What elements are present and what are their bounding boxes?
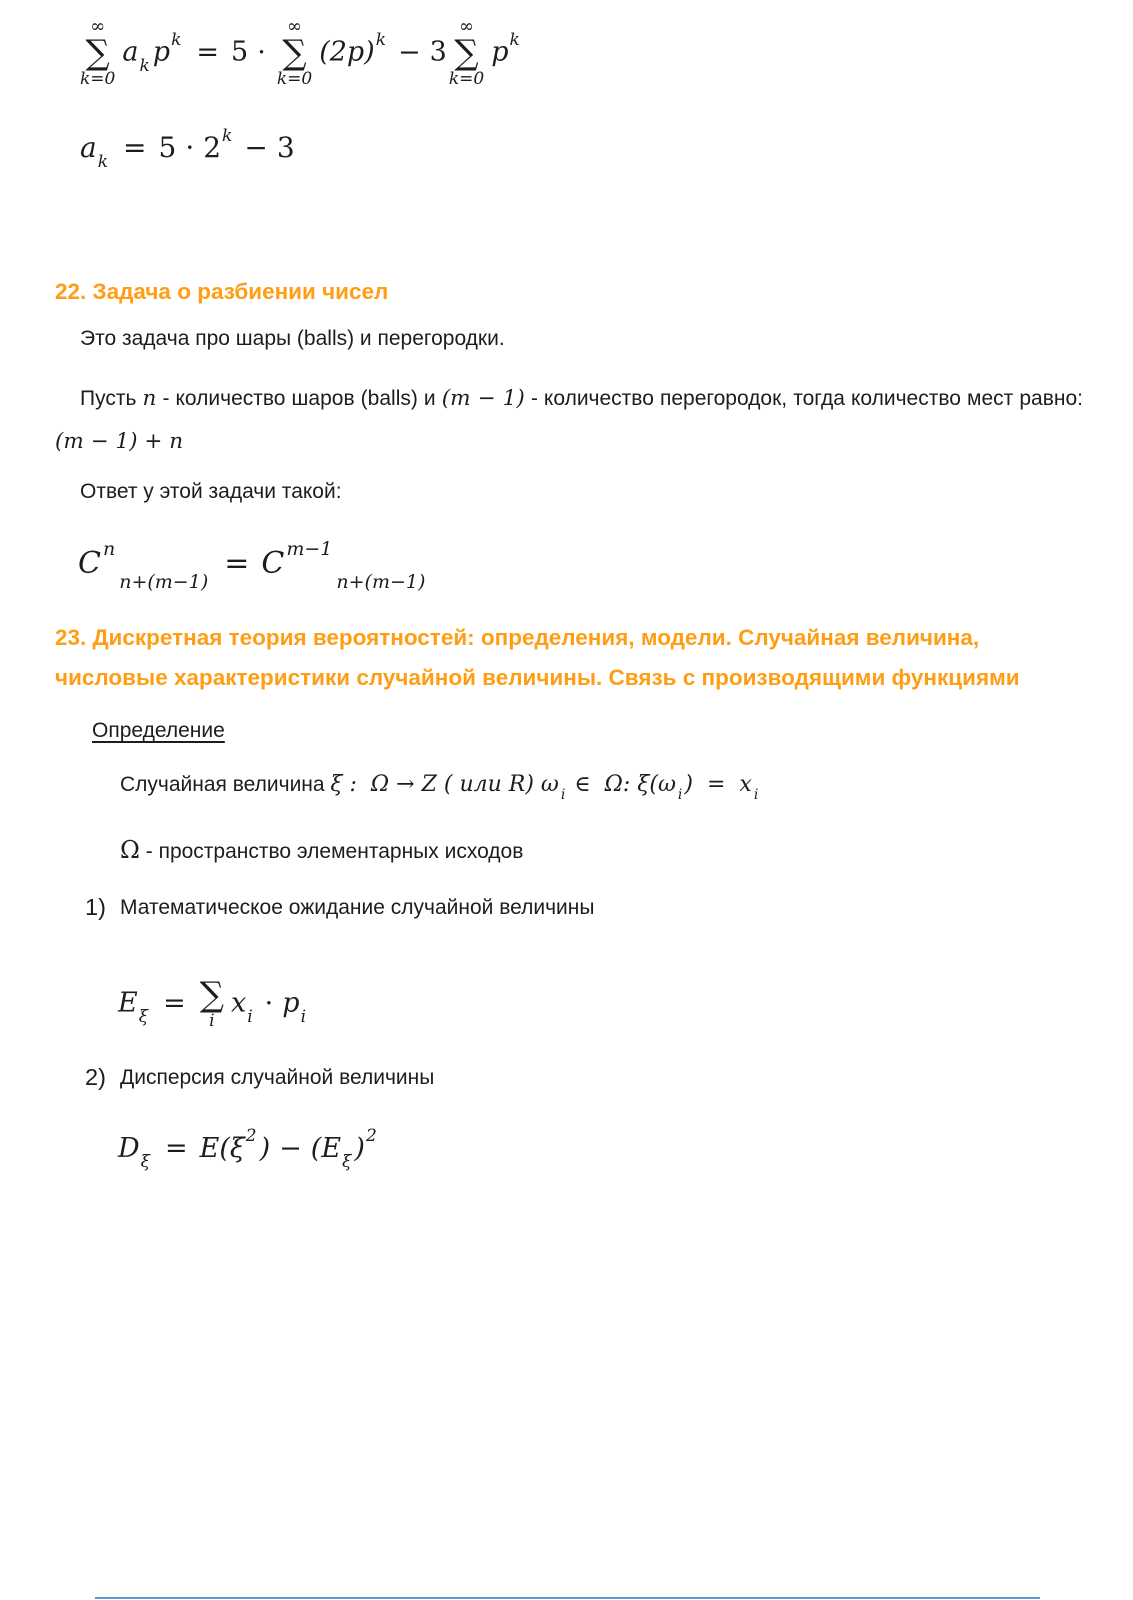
math-var-c: C <box>78 546 101 581</box>
infinity-limit: ∞ <box>459 16 475 37</box>
math-var-d: D <box>118 1133 140 1164</box>
formula-variance <box>118 1128 380 1171</box>
infinity-limit: ∞ <box>287 16 302 37</box>
text-segment: - количество перегородок, тогда количество мест равно: <box>524 387 1083 410</box>
math-number: 5 <box>231 36 249 68</box>
math-superscript: m−1 <box>286 538 333 560</box>
equals-sign: = <box>165 1133 188 1164</box>
formula-generating-function-sum <box>78 18 523 88</box>
sigma-operator: ∑ <box>199 975 224 1015</box>
list-item-variance <box>85 1064 785 1091</box>
sigma-operator: ∑ <box>85 33 110 74</box>
sigma-operator: ∑ <box>282 33 307 74</box>
list-item-expectation <box>85 894 785 921</box>
math-subscript: i <box>753 787 759 803</box>
summation-symbol <box>277 18 312 88</box>
lower-limit: k=0 <box>80 69 116 90</box>
math-var-p: p <box>282 987 300 1019</box>
definition-label: Определение <box>92 719 225 742</box>
math-var: p <box>491 36 509 68</box>
minus-sign: − <box>244 131 268 164</box>
minus-sign: − <box>398 36 421 68</box>
definition-random-variable <box>120 770 760 806</box>
math-paren: ) <box>259 1133 271 1164</box>
math-membership: ∈ Ω: ξ(ω <box>567 772 676 797</box>
equals-sign: = <box>196 36 220 68</box>
math-superscript: k <box>509 29 520 50</box>
lower-limit: k=0 <box>448 69 485 90</box>
math-var-c: C <box>261 546 285 581</box>
math-subscript: k <box>139 55 150 76</box>
math-superscript: k <box>375 29 387 50</box>
math-var: p <box>152 36 171 68</box>
page-bottom-rule <box>95 1597 1040 1599</box>
math-equality: ) = x <box>684 772 752 797</box>
math-subscript: n+(m−1) <box>336 571 426 593</box>
math-subscript: ξ <box>342 1152 352 1172</box>
math-var: a <box>122 36 139 68</box>
equals-sign: = <box>123 131 147 164</box>
math-paren: ) <box>354 1133 365 1164</box>
math-subscript: ξ <box>140 1152 151 1172</box>
paragraph-balls-count <box>55 377 1083 463</box>
math-subscript: i <box>300 1006 306 1027</box>
math-expr: (2p) <box>319 36 375 68</box>
math-expr: (E <box>310 1133 342 1164</box>
sigma-operator: ∑ <box>454 33 479 74</box>
math-var-n: n <box>142 386 157 411</box>
formula-ak-closed-form <box>80 128 295 171</box>
list-number: 1) <box>85 894 106 920</box>
math-var-x: x <box>231 987 247 1019</box>
multiplication-dot: · <box>257 36 266 68</box>
omega-symbol: Ω <box>120 836 140 864</box>
math-var-e: E <box>118 987 138 1019</box>
math-subscript: i <box>247 1006 253 1027</box>
list-text: Математическое ожидание случайной величины <box>120 896 595 919</box>
math-expr-places: (m − 1) + n <box>55 429 184 454</box>
equals-sign: = <box>224 546 250 581</box>
paragraph-balls-partitions: Это задача про шары (balls) и перегородки. <box>80 327 505 350</box>
omega-space-definition <box>120 834 523 868</box>
math-superscript: k <box>222 126 233 146</box>
math-superscript: 2 <box>365 1126 377 1146</box>
math-number: 3 <box>276 131 295 164</box>
equals-sign: = <box>163 987 186 1019</box>
math-number: 5 <box>158 131 177 164</box>
list-number: 2) <box>85 1064 106 1090</box>
lower-limit: i <box>209 1010 215 1031</box>
summation-symbol <box>199 975 224 1031</box>
math-superscript: k <box>171 29 182 50</box>
multiplication-dot: · <box>185 131 195 164</box>
text-segment: Пусть <box>80 387 143 410</box>
math-subscript: i <box>677 787 683 803</box>
math-mapping: ξ : Ω → Z ( или R) ω <box>330 772 559 797</box>
infinity-limit: ∞ <box>90 16 106 37</box>
formula-binomial-identity <box>78 540 429 592</box>
multiplication-dot: · <box>264 987 274 1019</box>
paragraph-answer-intro: Ответ у этой задачи такой: <box>80 480 342 503</box>
summation-symbol <box>80 18 115 88</box>
text-segment: Случайная величина <box>120 773 331 796</box>
math-number: 3 <box>429 36 447 68</box>
math-subscript: ξ <box>138 1006 149 1027</box>
math-subscript: n+(m−1) <box>119 571 209 593</box>
minus-sign: − <box>279 1133 302 1164</box>
text-segment: - пространство элементарных исходов <box>139 840 524 863</box>
section-22-heading: 22. Задача о разбиении чисел <box>55 279 389 304</box>
text-segment: - количество шаров (balls) и <box>156 387 442 410</box>
math-expr: E(ξ <box>199 1133 245 1164</box>
list-text: Дисперсия случайной величины <box>120 1066 435 1089</box>
math-subscript: i <box>560 787 566 803</box>
math-number: 2 <box>203 131 222 164</box>
section-23-heading: 23. Дискретная теория вероятностей: определения, модели. Случайная величина, числовые характеристики случайной величины. Связь с производящими функциями <box>55 625 1020 690</box>
math-superscript: 2 <box>245 1126 257 1146</box>
math-var: a <box>80 131 97 164</box>
formula-expectation <box>118 975 309 1031</box>
summation-symbol <box>449 18 484 88</box>
math-expr-m-minus-1: (m − 1) <box>441 386 525 411</box>
lower-limit: k=0 <box>276 69 313 90</box>
math-superscript: n <box>102 538 116 560</box>
math-subscript: k <box>97 152 109 172</box>
